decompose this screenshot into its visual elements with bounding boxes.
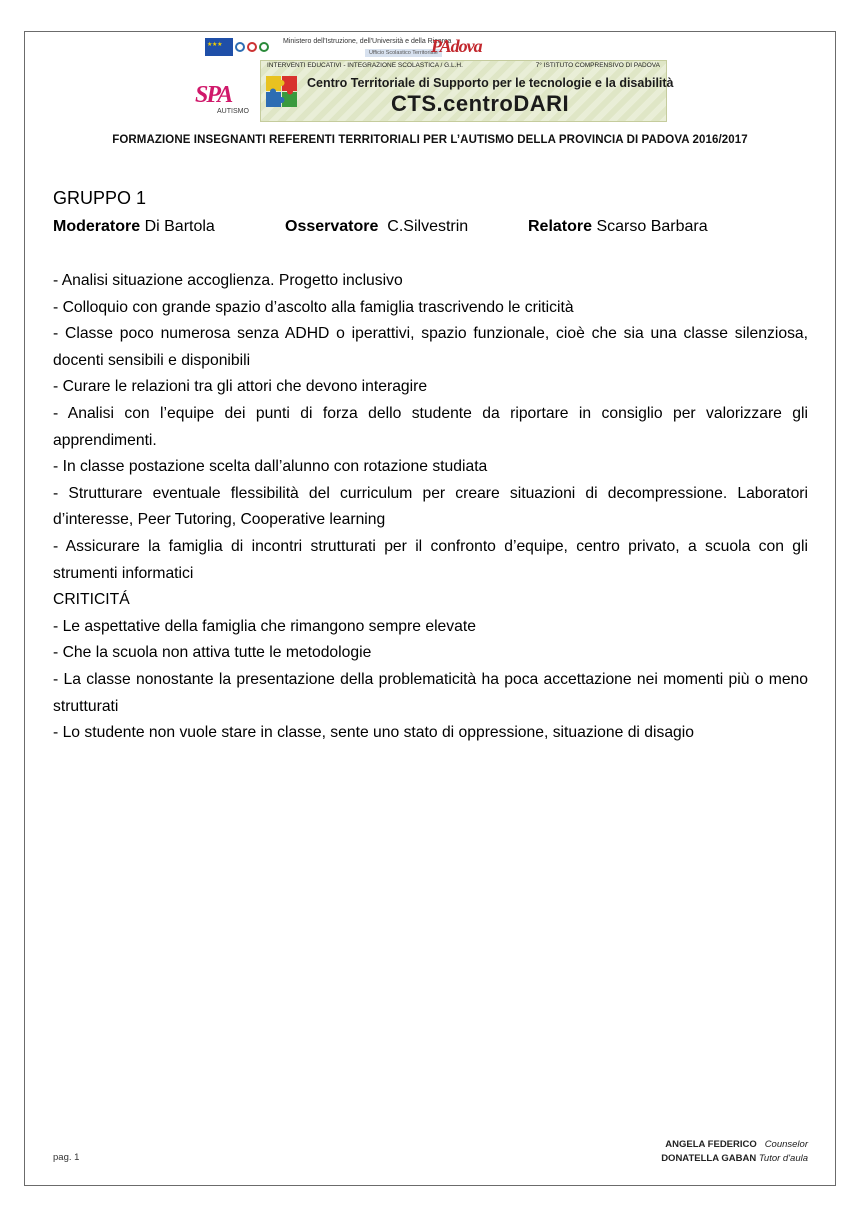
- relatore-label: Relatore: [528, 218, 593, 235]
- paragraph: - Colloquio con grande spazio d’ascolto alla famiglia trascrivendo le criticità: [53, 298, 574, 316]
- section-heading: CRITICITÁ: [53, 591, 130, 609]
- cts-logo-text: CTS.centroDARI: [391, 91, 570, 116]
- osservatore: [285, 218, 468, 236]
- paragraph: - Strutturare eventuale flessibilità del curriculum per creare situazioni di decompressione. Laboratori d’interesse, Peer Tutoring, Cooperative learning: [53, 484, 808, 529]
- footer-credits: [661, 1138, 808, 1166]
- spa-logo: [195, 82, 257, 124]
- ministero-label: Ministero dell'Istruzione, dell'Università e della Ricerca: [283, 38, 452, 45]
- osservatore-label: Osservatore: [285, 218, 379, 235]
- ufficio-label: Ufficio Scolastico Territoriale: [365, 49, 442, 57]
- paragraph: - Curare le relazioni tra gli attori che devono interagire: [53, 378, 428, 396]
- cts-istituto-label: 7° ISTITUTO COMPRENSIVO DI PADOVA: [535, 62, 660, 69]
- cts-interventi-label: INTERVENTI EDUCATIVI - INTEGRAZIONE SCOLASTICA / G.L.H.: [267, 62, 463, 69]
- header-banner: [195, 36, 674, 124]
- moderatore-label: Moderatore: [53, 218, 141, 235]
- cts-subtitle: Centro Territoriale di Supporto per le tecnologie e la disabilità: [307, 76, 674, 90]
- spa-logo-subtext: AUTISMO: [217, 108, 249, 115]
- moderatore-value: Di Bartola: [144, 218, 215, 235]
- paragraph: - Classe poco numerosa senza ADHD o iperattivi, spazio funzionale, cioè che sia una classe silenziosa, docenti sensibili e disponibili: [53, 325, 808, 369]
- paragraph: - Analisi con l’equipe dei punti di forza dello studente da riportare in consiglio per valorizzare gli apprendimenti.: [53, 404, 808, 449]
- paragraph: - La classe nonostante la presentazione della problematicità ha poca accettazione nei momenti più o meno strutturati: [53, 670, 808, 715]
- paragraph: - Analisi situazione accoglienza. Progetto inclusivo: [53, 272, 403, 289]
- relatore-value: Scarso Barbara: [596, 218, 708, 235]
- group-title: GRUPPO 1: [53, 188, 147, 208]
- footer-name-2: DONATELLA GABAN: [661, 1153, 757, 1164]
- spa-logo-text: SPA: [195, 82, 232, 108]
- footer-role-2: Tutor d'aula: [758, 1153, 808, 1164]
- page-number: pag. 1: [53, 1152, 80, 1163]
- padova-logo: PAdova: [431, 36, 482, 56]
- ministry-logos-icon: [235, 36, 285, 58]
- footer-role-1: Counselor: [764, 1139, 808, 1150]
- paragraph: - Lo studente non vuole stare in classe, sente uno stato di oppressione, situazione di disagio: [53, 724, 694, 742]
- document-header-title: FORMAZIONE INSEGNANTI REFERENTI TERRITORIALI PER L’AUTISMO DELLA PROVINCIA DI PADOVA 2016/2017: [112, 134, 748, 146]
- paragraph: - Le aspettative della famiglia che rimangono sempre elevate: [53, 617, 476, 635]
- puzzle-icon: [265, 75, 299, 109]
- footer-name-1: ANGELA FEDERICO: [665, 1139, 757, 1150]
- osservatore-value: C.Silvestrin: [387, 218, 469, 235]
- cts-banner: [260, 60, 674, 122]
- paragraph: - Assicurare la famiglia di incontri strutturati per il confronto d’equipe, centro privato, a scuola con gli strumenti informatici: [53, 537, 808, 582]
- relatore: [528, 218, 708, 236]
- content-body: [53, 268, 808, 747]
- paragraph: - In classe postazione scelta dall’alunno con rotazione studiata: [53, 458, 488, 476]
- moderatore: [53, 218, 215, 236]
- eu-flag-icon: [205, 38, 233, 56]
- paragraph: - Che la scuola non attiva tutte le metodologie: [53, 644, 372, 662]
